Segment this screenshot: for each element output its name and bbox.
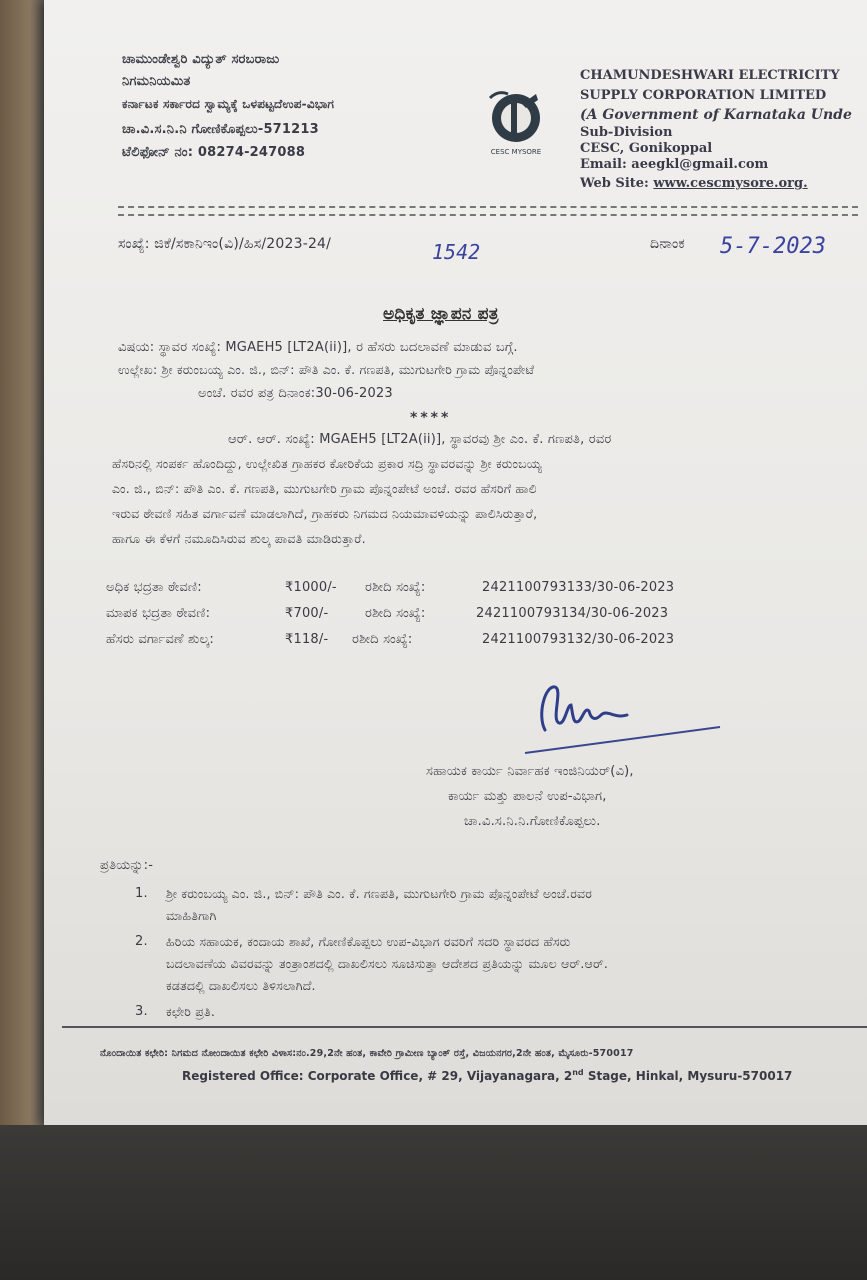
copy-line: ಶ್ರೀ ಕರುಂಬಯ್ಯ ಎಂ. ಜಿ., ಬಿನ್: ಪೌತಿ ಎಂ. ಕೆ. ಗಣಪತಿ, ಮುಗುಟಗೇರಿ ಗ್ರಾಮ ಪೊನ್ನಂಪೇಟೆ ಅಂಚೆ.ರವರ xyxy=(166,886,593,901)
copy-line: ಹಿರಿಯ ಸಹಾಯಕ, ಕಂದಾಯ ಶಾಖೆ, ಗೋಣಿಕೊಪ್ಪಲು ಉಪ-ವಿಭಾಗ ರವರಿಗೆ ಸದರಿ ಸ್ಥಾವರದ ಹೆಸರು xyxy=(166,934,571,949)
copy-line: ಮಾಹಿತಿಗಾಗಿ xyxy=(166,908,217,923)
fee-label: ಅಧಿಕ ಭದ್ರತಾ ಠೇವಣಿ: xyxy=(106,580,202,595)
org-phone-kannada: ಟೆಲಿಫೋನ್ ನಂ: 08274-247088 xyxy=(122,145,306,160)
signature-icon xyxy=(515,675,725,760)
fee-receipt-label: ರಶೀದಿ ಸಂಖ್ಯೆ: xyxy=(365,580,426,595)
fee-receipt-label: ರಶೀದಿ ಸಂಖ್ಯೆ: xyxy=(365,606,426,621)
signatory-department: ಕಾರ್ಯ ಮತ್ತು ಪಾಲನೆ ಉಪ-ವಿಭಾಗ, xyxy=(448,789,607,804)
fee-label: ಹೆಸರು ವರ್ಗಾವಣೆ ಶುಲ್ಕ: xyxy=(106,632,214,647)
body-line-2: ಹೆಸರಿನಲ್ಲಿ ಸಂಪರ್ಕ ಹೊಂದಿದ್ದು, ಉಲ್ಲೇಖಿತ ಗ್ರಾಹಕರ ಕೋರಿಕೆಯ ಪ್ರಕಾರ ಸದ್ರಿ ಸ್ಥಾವರವನ್ನು ಶ್ರೀ ಕರುಂಬಯ್ಯ xyxy=(112,456,543,471)
website-line xyxy=(580,176,808,191)
document-title: ಅಧಿಕೃತ ಜ್ಞಾಪನ ಪತ್ರ xyxy=(383,304,499,324)
copy-number: 2. xyxy=(135,934,148,949)
copy-line: ಕಛೇರಿ ಪ್ರತಿ. xyxy=(166,1004,216,1019)
reference-number-label: ಸಂಖ್ಯೆ: ಜಿಕೆ/ಸಕಾನಿಇಂ(ವಿ)/ಹಿಸ/2023-24/ xyxy=(118,236,332,252)
fee-label: ಮಾಪಕ ಭದ್ರತಾ ಠೇವಣಿ: xyxy=(106,606,211,621)
svg-text:CESC MYSORE: CESC MYSORE xyxy=(490,148,542,156)
date-label: ದಿನಾಂಕ xyxy=(650,236,685,252)
section-stars: **** xyxy=(410,410,452,426)
subdivision-name: CESC, Gonikoppal xyxy=(580,141,713,156)
copies-title: ಪ್ರತಿಯನ್ನು:- xyxy=(100,858,154,873)
table-surface xyxy=(0,1125,867,1280)
website-label: Web Site: xyxy=(580,176,649,191)
fee-receipt-number: 2421100793134/30-06-2023 xyxy=(476,606,669,621)
header-divider-bottom xyxy=(118,214,858,216)
org-address-kannada: ಚಾ.ವಿ.ಸ.ನಿ.ನಿ ಗೋಣಿಕೊಪ್ಪಲು-571213 xyxy=(122,122,319,137)
org-name-kannada: ಚಾಮುಂಡೇಶ್ವರಿ ವಿದ್ಯುತ್ ಸರಬರಾಜು xyxy=(122,52,280,67)
signatory-designation: ಸಹಾಯಕ ಕಾರ್ಯ ನಿರ್ವಾಹಕ ಇಂಜಿನಿಯರ್(ವಿ), xyxy=(426,764,634,779)
body-line-5: ಹಾಗೂ ಈ ಕೆಳಗೆ ನಮೂದಿಸಿರುವ ಶುಲ್ಕ ಪಾವತಿ ಮಾಡಿರುತ್ತಾರೆ. xyxy=(112,531,366,546)
date-handwritten: 5-7-2023 xyxy=(720,234,826,259)
body-line-3: ಎಂ. ಜಿ., ಬಿನ್: ಪೌತಿ ಎಂ. ಕೆ. ಗಣಪತಿ, ಮುಗುಟಗೇರಿ ಗ್ರಾಮ ಪೊನ್ನಂಪೇಟೆ ಅಂಚೆ. ರವರ ಹೆಸರಿಗೆ ಹಾಲಿ xyxy=(112,481,537,496)
subject-line: ವಿಷಯ: ಸ್ಥಾವರ ಸಂಖ್ಯೆ: MGAEH5 [LT2A(ii)], ರ ಹೆಸರು ಬದಲಾವಣೆ ಮಾಡುವ ಬಗ್ಗೆ. xyxy=(118,340,518,355)
signatory-office: ಚಾ.ವಿ.ಸ.ನಿ.ನಿ.ಗೋಣಿಕೊಪ್ಪಲು. xyxy=(464,814,601,829)
footer-divider xyxy=(62,1026,867,1028)
org-subname-kannada: ನಿಗಮನಿಯಮಿತ xyxy=(122,74,191,89)
body-line-4: ಇರುವ ಠೇವಣಿ ಸಹಿತ ವರ್ಗಾವಣೆ ಮಾಡಲಾಗಿದೆ, ಗ್ರಾಹಕರು ನಿಗಮದ ನಿಯಮಾವಳಿಯನ್ನು ಪಾಲಿಸಿರುತ್ತಾರೆ, xyxy=(112,506,538,521)
cesc-logo-icon xyxy=(478,88,554,158)
fee-amount: ₹700/- xyxy=(285,606,329,621)
fee-amount: ₹1000/- xyxy=(285,580,337,595)
reference-line: ಉಲ್ಲೇಖ: ಶ್ರೀ ಕರುಂಬಯ್ಯ ಎಂ. ಜಿ., ಬಿನ್: ಪೌತಿ ಎಂ. ಕೆ. ಗಣಪತಿ, ಮುಗುಟಗೇರಿ ಗ್ರಾಮ ಪೊನ್ನಂಪೇಟೆ xyxy=(118,362,535,377)
org-name-line1: CHAMUNDESHWARI ELECTRICITY xyxy=(580,68,840,83)
org-govt-line: (A Government of Karnataka Unde xyxy=(580,107,852,123)
fee-receipt-number: 2421100793133/30-06-2023 xyxy=(482,580,675,595)
org-govt-kannada: ಕರ್ನಾಟಕ ಸರ್ಕಾರದ ಸ್ವಾಮ್ಯಕ್ಕೆ ಒಳಪಟ್ಟದೆಉಪ-ವಿಭಾಗ xyxy=(122,97,335,111)
footer-kannada-address: ನೊಂದಾಯಿತ ಕಛೇರಿ: ನಿಗಮದ ನೋಂದಾಯಿತ ಕಛೇರಿ ವಿಳಾಸ:ನಂ.29,2ನೇ ಹಂತ, ಕಾವೇರಿ ಗ್ರಾಮೀಣ ಬ್ಯಾಂಕ್ ರಸ್ತೆ, ವಿಜಯನಗರ,2ನೇ ಹಂತ, ಮೈಸೂರು-570017 xyxy=(100,1048,634,1059)
fee-receipt-label: ರಶೀದಿ ಸಂಖ್ಯೆ: xyxy=(352,632,413,647)
subdivision-label: Sub-Division xyxy=(580,125,673,140)
copy-line: ಬದಲಾವಣೆಯ ವಿವರವನ್ನು ತಂತ್ರಾಂಶದಲ್ಲಿ ದಾಖಲಿಸಲು ಸೂಚಿಸುತ್ತಾ ಆದೇಶದ ಪ್ರತಿಯನ್ನು ಮೂಲ ಆರ್.ಆರ್. xyxy=(166,956,609,971)
body-line-1: ಆರ್. ಆರ್. ಸಂಖ್ಯೆ: MGAEH5 [LT2A(ii)], ಸ್ಥಾವರವು ಶ್ರೀ ಎಂ. ಕೆ. ಗಣಪತಿ, ರವರ xyxy=(228,432,612,447)
org-name-line2: SUPPLY CORPORATION LIMITED xyxy=(580,88,827,103)
email-line: Email: aeegkl@gmail.com xyxy=(580,157,769,172)
fee-receipt-number: 2421100793132/30-06-2023 xyxy=(482,632,675,647)
footer-english-address: Registered Office: Corporate Office, # 29, Vijayanagara, 2nd Stage, Hinkal, Mysuru-570017 xyxy=(182,1068,793,1083)
website-link[interactable]: www.cescmysore.org. xyxy=(653,176,808,191)
header-divider-top xyxy=(118,206,858,208)
copy-line: ಕಡತದಲ್ಲಿ ದಾಖಲಿಸಲು ತಿಳಿಸಲಾಗಿದೆ. xyxy=(166,978,316,993)
fee-amount: ₹118/- xyxy=(285,632,329,647)
copy-number: 3. xyxy=(135,1004,148,1019)
reference-line-continued: ಅಂಚೆ. ರವರ ಪತ್ರ ದಿನಾಂಕ:30-06-2023 xyxy=(198,386,393,401)
copy-number: 1. xyxy=(135,886,148,901)
reference-number-handwritten: 1542 xyxy=(432,240,481,264)
